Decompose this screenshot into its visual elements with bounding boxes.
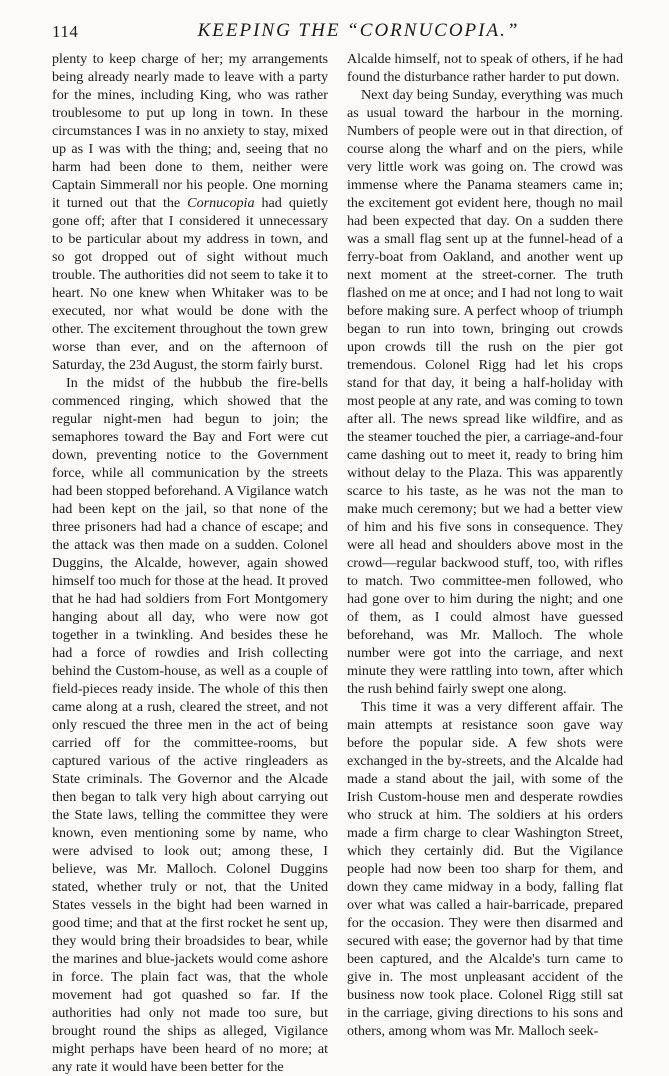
paragraph: In the midst of the hubbub the fire-bells commenced ringing, which showed that the regular night-men had begun to join; the semaphores toward the Bay and Fort were cut down, preventing notice to the Government force, while all communication by the streets had been stopped beforehand. A Vigilance watch had been kept on the jail, so that none of the three prisoners had had a chance of escape; and the attack was then made on a sudden. Colonel Duggins, the Alcalde, however, again showed himself too much for those at the head. It proved that he had had soldiers from Fort Montgomery hanging about all day, who were now got together in a twinkling. And besides these he had a force of rowdies and Irish collecting behind the Custom-house, as well as a couple of field-pieces ready inside. The whole of this then came along at a rush, cleared the street, and not only rescued the three men in the act of being carried off for the committee-rooms, but captured various of the active ringleaders as State criminals. The Governor and the Alcade then began to talk very high about carrying out the State laws, telling the committee they were known, even mentioning some by name, who were advised to look out; among these, I believe, was Mr. Malloch. Colonel Duggins stated, whether truly or not, that the United States vessels in the bight had been warned in good time; and that at the first rocket he sent up, they would bring their broadsides to bear, while the marines and blue-jackets would come ashore in force. The plain fact was, that the whole movement had got quashed so far. If the authorities had only not made too sure, but brought round the ships as alleged, Vigilance might perhaps have been heard of no more; at any rate it would have been better for the xyxy=(52,375,328,1075)
running-head-pre: KEEPING THE “ xyxy=(197,20,360,41)
running-head-post: .” xyxy=(500,20,520,41)
paragraph-text: plenty to keep charge of her; my arrangements being already nearly made to leave with a party for the mines, including King, who was rather troublesome to put up long in town. In these circumstances I was in no anxiety to stay, mixed up as I was with the thing; and, seeing that no harm had been done to them, neither were Captain Simmerall nor his people. One morning it turned out that the xyxy=(52,51,328,211)
text-columns xyxy=(52,50,623,1075)
running-head xyxy=(120,20,597,42)
paragraph: Next day being Sunday, everything was much as usual toward the harbour in the morning. Numbers of people were out in that direction, of course along the wharf and on the piers, while very little work was going on. The crowd was immense where the Panama steamers came in; the excitement got evident here, though no mail had been expected that day. On a sudden there was a small flag sent up at the funnel-head of a ferry-boat from Oakland, and another went up next moment at the street-corner. The truth flashed on me at once; and I had not long to wait before making sure. A perfect whoop of triumph began to run into town, bringing out crowds upon crowds till the rush on the pier got tremendous. Colonel Rigg had let his crops stand for that day, it being a half-holiday with most people at any rate, and was coming to town after all. The news spread like wildfire, and as the steamer touched the pier, a carriage-and-four came dashing out to meet it, ready to bring him without delay to the Plaza. This was apparently scarce to his taste, as he was not the man to make much ceremony; but we had a better view of him and his five sons in consequence. They were all head and shoulders above most in the crowd—regular backwood stuff, too, with rifles to match. Two committee-men followed, who had gone over to him during the night; and one of them, as I could almost have guessed beforehand, was Mr. Malloch. The whole number were got into the carriage, and next minute they were rattling into town, after which the rush behind fairly swept one along. xyxy=(347,87,623,697)
left-column xyxy=(52,50,328,1075)
paragraph: Alcalde himself, not to speak of others, if he had found the disturbance rather harder to put down. xyxy=(347,51,623,85)
paragraph-text: had quietly gone off; after that I considered it unnecessary to be particular about my address in town, and so got dropped out of sight without much trouble. The authorities did not seem to take it to heart. No one knew when Whitaker was to be executed, nor what would be done with the other. The excitement throughout the town grew worse than ever, and on the afternoon of Saturday, the 23d August, the storm fairly burst. xyxy=(52,195,328,373)
paragraph xyxy=(52,50,328,374)
page-number: 114 xyxy=(52,22,79,41)
page-header xyxy=(52,18,617,46)
ship-name: Cornucopia xyxy=(187,195,255,211)
running-head-title: CORNUCOPIA xyxy=(359,20,501,41)
right-column xyxy=(347,50,623,1039)
paragraph: This time it was a very different affair. The main attempts at resistance soon gave way before the popular side. A few shots were exchanged in the by-streets, and the Alcalde had made a stand about the jail, with some of the Irish Custom-house men and desperate rowdies who struck at him. The soldiers at his orders made a firm charge to clear Washington Street, which they certainly did. But the Vigilance people had now been too sharp for them, and down they came midway in a body, falling flat over what was called a hair-barricade, prepared for the occasion. They were then disarmed and secured with ease; the governor had by that time been captured, and the Alcalde's turn came to give in. The most unpleasant accident of the business now took place. Colonel Rigg still sat in the carriage, giving directions to his sons and others, among whom was Mr. Malloch seek- xyxy=(347,699,623,1039)
